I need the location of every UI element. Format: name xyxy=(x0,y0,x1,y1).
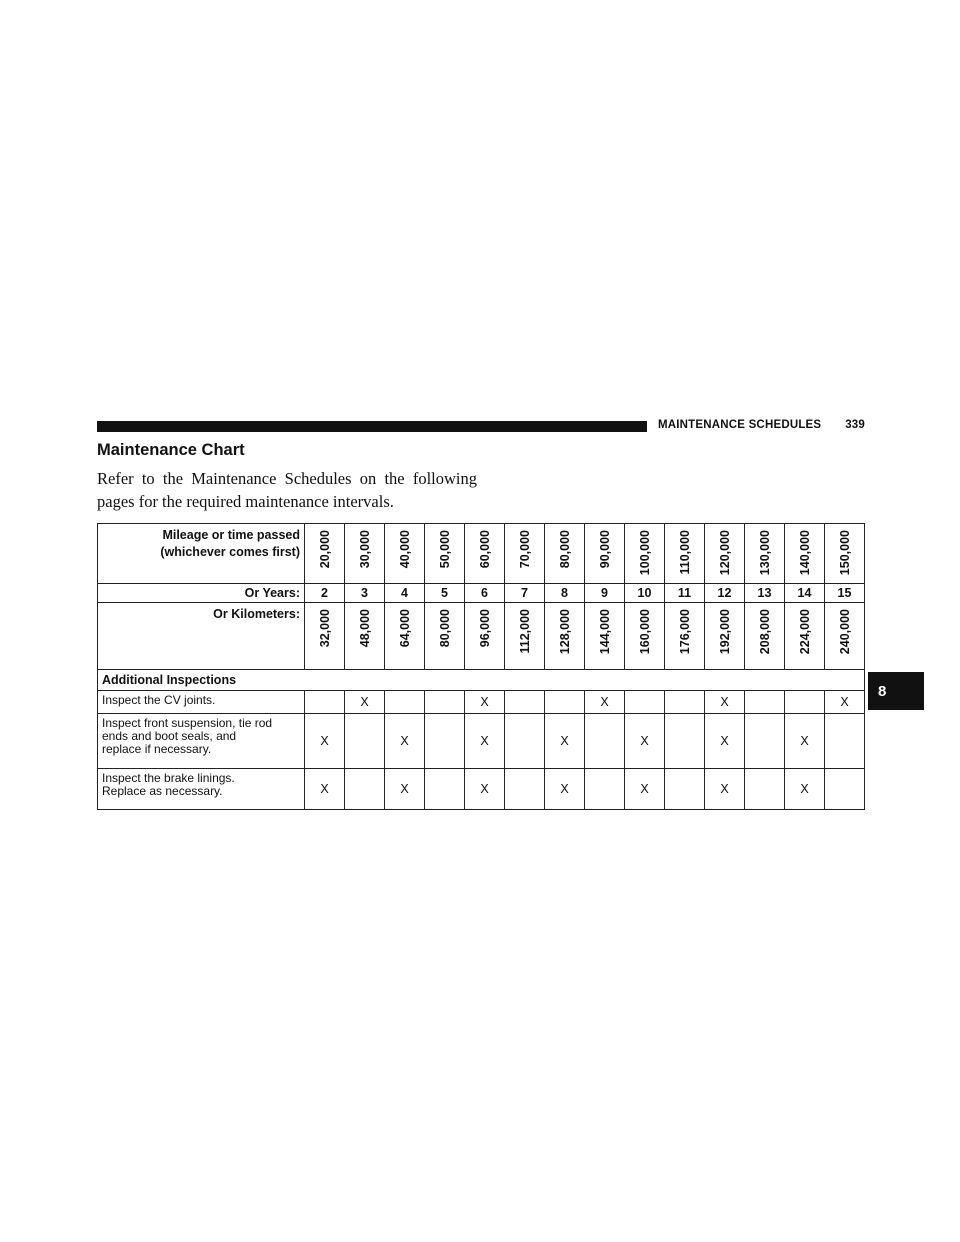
schedule-mark: X xyxy=(465,691,505,714)
row-label-line: Inspect front suspension, tie rod xyxy=(102,716,273,730)
kilometers-label: Or Kilometers: xyxy=(98,603,305,670)
mileage-cell xyxy=(745,524,785,584)
mileage-value: 30,000 xyxy=(357,530,372,569)
kilometers-cell xyxy=(705,603,745,670)
kilometers-cell xyxy=(625,603,665,670)
mileage-row xyxy=(98,524,865,584)
mileage-value: 120,000 xyxy=(717,530,732,576)
header-section-title: MAINTENANCE SCHEDULES xyxy=(658,419,822,431)
schedule-mark xyxy=(425,714,465,769)
mileage-cell xyxy=(585,524,625,584)
intro-paragraph: Refer to the Maintenance Schedules on the following pages for the required maintenance intervals. xyxy=(97,469,477,511)
page-number: 339 xyxy=(845,419,865,431)
section-label: Additional Inspections xyxy=(98,670,865,691)
mileage-cell xyxy=(545,524,585,584)
table-row xyxy=(98,691,865,714)
mileage-cell xyxy=(665,524,705,584)
kilometers-value: 160,000 xyxy=(637,609,652,655)
mileage-label-line1: Mileage or time passed xyxy=(162,528,300,542)
row-label xyxy=(98,714,305,769)
years-value: 3 xyxy=(345,584,385,603)
kilometers-value: 48,000 xyxy=(357,609,372,648)
kilometers-cell xyxy=(665,603,705,670)
kilometers-value: 64,000 xyxy=(397,609,412,648)
mileage-value: 60,000 xyxy=(477,530,492,569)
mileage-value: 90,000 xyxy=(597,530,612,569)
schedule-mark xyxy=(825,714,865,769)
mileage-cell xyxy=(505,524,545,584)
schedule-mark xyxy=(385,691,425,714)
schedule-mark xyxy=(425,769,465,810)
kilometers-cell xyxy=(345,603,385,670)
years-value: 12 xyxy=(705,584,745,603)
years-value: 10 xyxy=(625,584,665,603)
years-value: 8 xyxy=(545,584,585,603)
mileage-value: 110,000 xyxy=(677,530,692,575)
mileage-value: 130,000 xyxy=(757,530,772,576)
schedule-mark xyxy=(625,691,665,714)
header-rule xyxy=(97,421,647,432)
mileage-value: 50,000 xyxy=(437,530,452,569)
years-value: 2 xyxy=(305,584,345,603)
schedule-mark xyxy=(665,769,705,810)
schedule-mark xyxy=(745,714,785,769)
mileage-label-line2: (whichever comes first) xyxy=(160,545,300,559)
kilometers-value: 80,000 xyxy=(437,609,452,648)
mileage-cell xyxy=(385,524,425,584)
schedule-mark: X xyxy=(785,769,825,810)
running-header xyxy=(658,419,865,431)
chapter-tab: 8 xyxy=(868,672,924,710)
schedule-mark xyxy=(665,714,705,769)
schedule-mark: X xyxy=(385,769,425,810)
schedule-mark: X xyxy=(705,691,745,714)
schedule-mark xyxy=(505,691,545,714)
kilometers-cell xyxy=(305,603,345,670)
schedule-mark xyxy=(825,769,865,810)
kilometers-cell xyxy=(425,603,465,670)
kilometers-cell xyxy=(505,603,545,670)
schedule-mark: X xyxy=(705,714,745,769)
schedule-mark: X xyxy=(705,769,745,810)
mileage-cell xyxy=(705,524,745,584)
row-label: Inspect the CV joints. xyxy=(98,691,305,714)
schedule-mark xyxy=(585,769,625,810)
schedule-mark: X xyxy=(825,691,865,714)
schedule-mark xyxy=(425,691,465,714)
schedule-mark: X xyxy=(625,714,665,769)
years-value: 7 xyxy=(505,584,545,603)
kilometers-value: 224,000 xyxy=(797,609,812,655)
mileage-cell xyxy=(465,524,505,584)
kilometers-value: 208,000 xyxy=(757,609,772,655)
table-row xyxy=(98,769,865,810)
section-row xyxy=(98,670,865,691)
kilometers-cell xyxy=(465,603,505,670)
kilometers-value: 176,000 xyxy=(677,609,692,655)
table-row xyxy=(98,714,865,769)
row-label-line: replace if necessary. xyxy=(102,742,212,756)
maintenance-chart-table xyxy=(97,523,865,810)
row-label xyxy=(98,769,305,810)
kilometers-value: 192,000 xyxy=(717,609,732,655)
schedule-mark: X xyxy=(385,714,425,769)
schedule-mark: X xyxy=(585,691,625,714)
schedule-mark: X xyxy=(305,769,345,810)
mileage-value: 80,000 xyxy=(557,530,572,569)
schedule-mark: X xyxy=(545,714,585,769)
kilometers-value: 128,000 xyxy=(557,609,572,655)
schedule-mark xyxy=(345,769,385,810)
schedule-mark: X xyxy=(345,691,385,714)
mileage-value: 150,000 xyxy=(837,530,852,576)
row-label-line: Inspect the brake linings. xyxy=(102,771,235,785)
kilometers-value: 240,000 xyxy=(837,609,852,655)
mileage-cell xyxy=(425,524,465,584)
kilometers-cell xyxy=(585,603,625,670)
mileage-cell xyxy=(825,524,865,584)
years-value: 13 xyxy=(745,584,785,603)
mileage-cell xyxy=(345,524,385,584)
years-value: 15 xyxy=(825,584,865,603)
kilometers-cell xyxy=(545,603,585,670)
kilometers-value: 144,000 xyxy=(597,609,612,655)
row-label-line: Replace as necessary. xyxy=(102,784,223,798)
schedule-mark xyxy=(505,714,545,769)
years-value: 5 xyxy=(425,584,465,603)
kilometers-cell xyxy=(745,603,785,670)
schedule-mark: X xyxy=(785,714,825,769)
schedule-mark xyxy=(545,691,585,714)
kilometers-value: 112,000 xyxy=(517,609,532,654)
mileage-value: 20,000 xyxy=(317,530,332,569)
schedule-mark xyxy=(505,769,545,810)
kilometers-value: 32,000 xyxy=(317,609,332,648)
years-row xyxy=(98,584,865,603)
schedule-mark xyxy=(785,691,825,714)
schedule-mark xyxy=(345,714,385,769)
mileage-value: 100,000 xyxy=(637,530,652,576)
page-title: Maintenance Chart xyxy=(97,441,245,459)
mileage-cell xyxy=(785,524,825,584)
schedule-mark: X xyxy=(465,714,505,769)
years-label: Or Years: xyxy=(98,584,305,603)
kilometers-cell xyxy=(825,603,865,670)
kilometers-cell xyxy=(785,603,825,670)
schedule-mark xyxy=(745,691,785,714)
mileage-cell xyxy=(625,524,665,584)
years-value: 6 xyxy=(465,584,505,603)
schedule-mark: X xyxy=(545,769,585,810)
mileage-value: 70,000 xyxy=(517,530,532,569)
kilometers-cell xyxy=(385,603,425,670)
years-value: 9 xyxy=(585,584,625,603)
years-value: 14 xyxy=(785,584,825,603)
kilometers-value: 96,000 xyxy=(477,609,492,648)
schedule-mark xyxy=(745,769,785,810)
schedule-mark: X xyxy=(625,769,665,810)
row-label-line: ends and boot seals, and xyxy=(102,729,237,743)
mileage-cell xyxy=(305,524,345,584)
schedule-mark: X xyxy=(465,769,505,810)
kilometers-row xyxy=(98,603,865,670)
mileage-value: 40,000 xyxy=(397,530,412,569)
schedule-mark xyxy=(305,691,345,714)
mileage-value: 140,000 xyxy=(797,530,812,576)
schedule-mark: X xyxy=(305,714,345,769)
years-value: 4 xyxy=(385,584,425,603)
schedule-mark xyxy=(665,691,705,714)
years-value: 11 xyxy=(665,584,705,603)
mileage-label xyxy=(98,524,305,584)
schedule-mark xyxy=(585,714,625,769)
